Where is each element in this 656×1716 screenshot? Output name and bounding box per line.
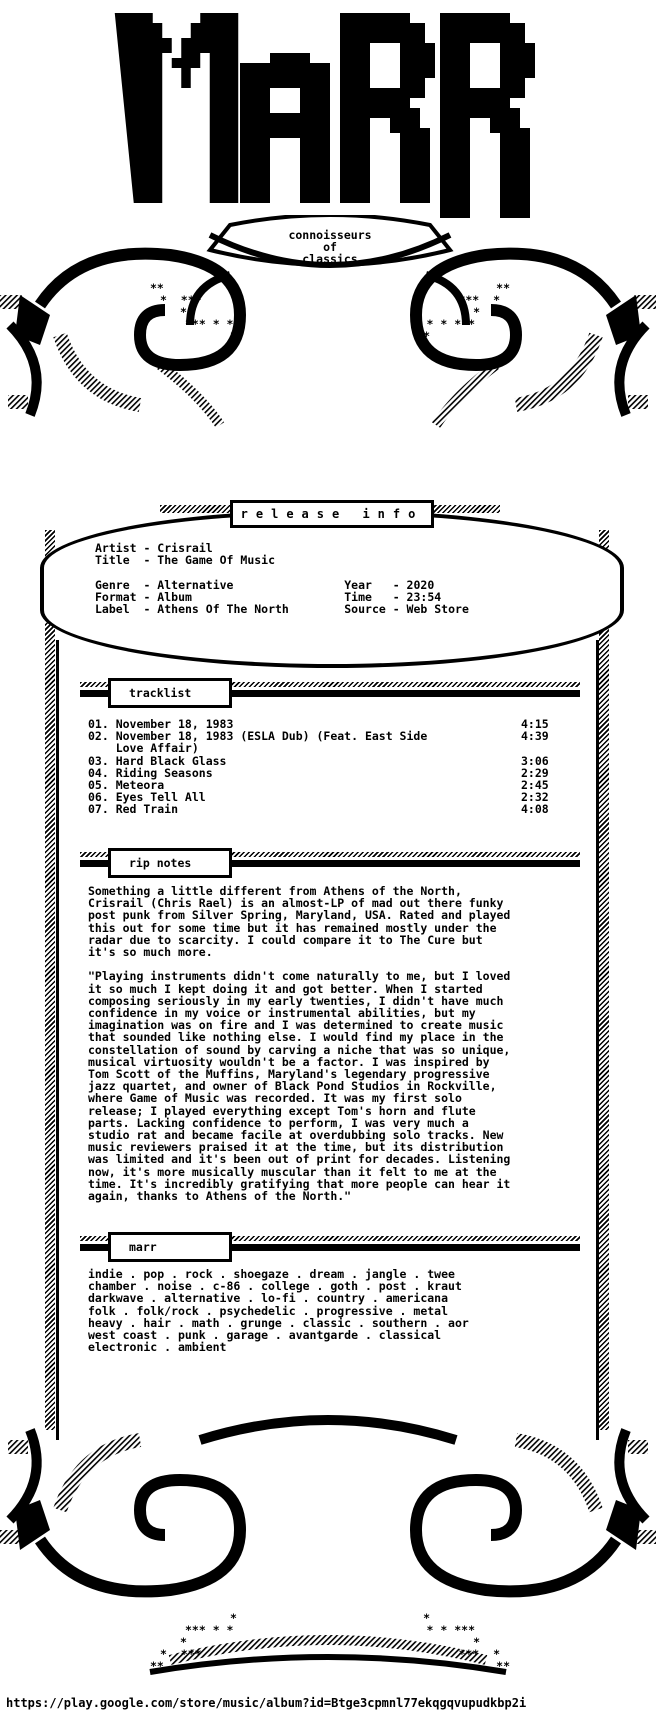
- star-glyph: *: [423, 329, 430, 343]
- header-box: [108, 848, 232, 878]
- star-glyph: * ***: [160, 1647, 202, 1661]
- star-glyph: **: [150, 281, 164, 295]
- release-field: [95, 566, 469, 578]
- genre-tags: indie . pop . rock . shoegaze . dream . jangle . twee chamber . noise . c-86 . college . goth . post . kraut darkwave . alternative . lo-fi . country . americana folk . folk/rock . psychedelic . progressive . metal heavy . hair . math . grunge . classic . southern . aor west coast . punk . garage . avantgarde . classical electronic . ambient: [88, 1267, 469, 1355]
- star-glyph: * ***: [160, 293, 202, 307]
- track-title: 01. November 18, 1983: [88, 717, 234, 731]
- star-glyph: * * ***: [426, 317, 475, 331]
- track-time: 4:15: [521, 717, 549, 731]
- rip-notes-header: [80, 852, 580, 874]
- track-title: 07. Red Train: [88, 802, 179, 817]
- tracklist-header: [80, 682, 580, 704]
- tracklist: [88, 718, 558, 816]
- header-box: [108, 678, 232, 708]
- star-glyph: *** * *: [185, 1623, 234, 1637]
- release-field: Format - Album Time - 23:54: [95, 589, 442, 604]
- frame-right-border: [599, 530, 609, 1430]
- release-field: Genre - Alternative Year - 2020: [95, 577, 435, 592]
- track-time: 2:45: [521, 777, 549, 792]
- release-info-heading-box: [230, 500, 434, 528]
- track-time: 2:29: [521, 765, 549, 780]
- rip-notes-text: Something a little different from Athens of the North, Crisrail (Chris Rael) is an almost-LP of mad out there funky post punk from Silver Spring, Maryland, USA. Rated and played this out for some time but it has remained mostly under the radar due to scarcity. I could compare it to The Cure but it's so much more. "Playing instruments didn't come naturally to me, but I loved it so much I kept doing it and got better. When I started composing seriously in my early twenties, I didn't have much confidence in my voice or instrumental abilities, but my imagination was on fire and I was determined to create music that sounded like nothing else. I would find my place in the constellation of sound by carving a niche that was so unique, musical virtuosity wouldn't be a factor. I was inspired by Tom Scott of the Muffins, Maryland's legendary progressive jazz quartet, and owner of Black Pond Studios in Rockville, where Game of Music was recorded. It was my first solo release; I played everything except Tom's horn and flute parts. Lacking confidence to perform, I was very much a studio rat and became facile at overdubbing solo tracks. New music reviewers praised it at the time, but its distribution was limited and it's been out of print for decades. Listening now, it's more musically muscular than it felt to me at the time. It's incredibly gratifying that more people can hear it again, thanks to Athens of the North.": [88, 884, 511, 1204]
- tagline-line: of: [323, 240, 337, 255]
- star-glyph: * * ***: [426, 1623, 475, 1637]
- top-ornament: [0, 215, 656, 515]
- source-url[interactable]: https://play.google.com/store/music/album?id=Btge3cpmnl77ekqgqvupudkbp2i: [6, 1696, 527, 1710]
- tracklist-heading: tracklist: [129, 686, 192, 700]
- star-glyph: *: [230, 329, 237, 343]
- header-box: [108, 1232, 232, 1262]
- star-glyph: **: [150, 1659, 164, 1673]
- release-field: Artist - Crisrail: [95, 541, 213, 555]
- ornament-stars: [400, 270, 510, 354]
- release-info-fields: [95, 542, 469, 615]
- track-time: 3:06: [521, 753, 549, 768]
- star-glyph: **: [496, 281, 510, 295]
- track-row: [88, 803, 558, 815]
- frame-right-line: [596, 640, 599, 1440]
- track-title: 05. Meteora: [88, 777, 165, 792]
- rip-notes-heading: rip notes: [129, 856, 192, 870]
- release-right-rule: [430, 505, 500, 513]
- release-field: Title - The Game Of Music: [95, 553, 276, 568]
- ornament-stars: [150, 270, 237, 354]
- release-left-rule: [160, 505, 230, 513]
- release-info-heading: release info: [240, 507, 424, 521]
- track-title: Love Affair): [88, 741, 199, 756]
- frame-left-line: [56, 640, 59, 1440]
- star-glyph: *** *: [458, 1647, 500, 1661]
- release-field: Label - Athens Of The North Source - Web Store: [95, 601, 469, 616]
- star-glyph: *** *: [458, 293, 500, 307]
- track-title: 03. Hard Black Glass: [88, 753, 227, 768]
- ornament-stars: [400, 1600, 510, 1684]
- frame-left-border: [45, 530, 55, 1430]
- marr-heading: marr: [129, 1240, 157, 1254]
- star-glyph: *: [180, 1635, 187, 1649]
- bottom-ornament: [0, 1400, 656, 1690]
- tagline-line: classics: [302, 252, 358, 267]
- star-glyph: *: [473, 1635, 480, 1649]
- track-time: 2:32: [521, 790, 549, 805]
- ornament-stars: [150, 1600, 237, 1684]
- star-glyph: *** * *: [185, 317, 234, 331]
- track-title: 06. Eyes Tell All: [88, 790, 206, 805]
- marr-logo: [110, 8, 550, 233]
- track-time: 4:39: [521, 729, 549, 744]
- track-title: 02. November 18, 1983 (ESLA Dub) (Feat. East Side: [88, 729, 428, 744]
- marr-header: [80, 1236, 580, 1258]
- star-glyph: *: [423, 1611, 430, 1625]
- star-glyph: *: [230, 1611, 237, 1625]
- tagline-line: connoisseurs: [288, 228, 372, 242]
- track-time: 4:08: [521, 802, 549, 817]
- star-glyph: **: [496, 1659, 510, 1673]
- star-glyph: *: [473, 305, 480, 319]
- track-title: 04. Riding Seasons: [88, 765, 213, 780]
- star-glyph: *: [180, 305, 187, 319]
